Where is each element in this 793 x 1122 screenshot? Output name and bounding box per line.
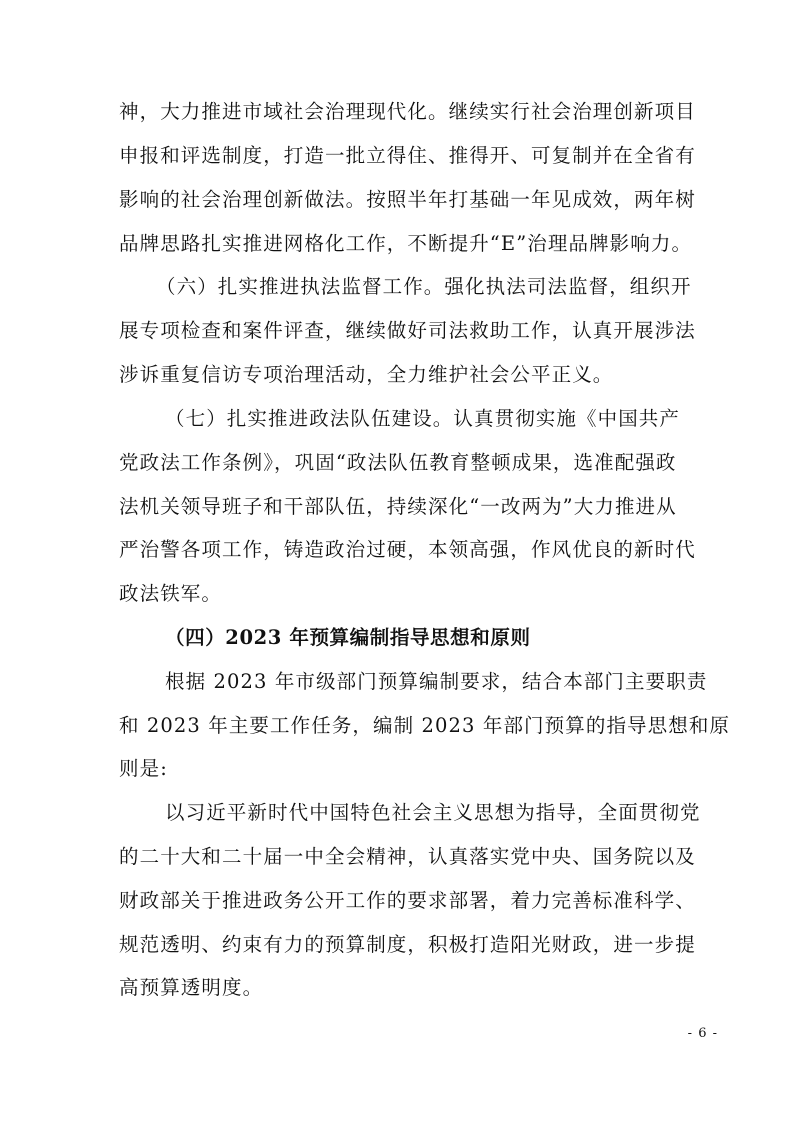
paragraph-line: （六）扎实推进执法监督工作。强化执法司法监督，组织开	[156, 275, 692, 298]
paragraph-line: 品牌思路扎实推进网格化工作，不断提升“E”治理品牌影响力。	[119, 232, 693, 255]
paragraph-line: 高预算透明度。	[119, 976, 264, 999]
paragraph-line: 党政法工作条例》，巩固“政法队伍教育整顿成果，选准配强政	[119, 451, 677, 474]
paragraph-line: 政法铁军。	[119, 582, 223, 605]
paragraph-line: 展专项检查和案件评查，继续做好司法救助工作，认真开展涉法	[119, 319, 696, 342]
paragraph-line: 涉诉重复信访专项治理活动，全力维护社会公平正义。	[119, 363, 614, 386]
page-number: - 6 -	[687, 1026, 718, 1041]
paragraph-line: （七）扎实推进政法队伍建设。认真贯彻实施《中国共产	[165, 407, 681, 430]
paragraph-line: 影响的社会治理创新做法。按照半年打基础一年见成效，两年树	[119, 188, 696, 211]
paragraph-line: 和 2023 年主要工作任务，编制 2023 年部门预算的指导思想和原	[119, 714, 731, 737]
paragraph-line: 神，大力推进市域社会治理现代化。继续实行社会治理创新项目	[119, 100, 696, 123]
paragraph-line: 财政部关于推进政务公开工作的要求部署，着力完善标准科学、	[119, 889, 696, 912]
section-heading: （四）2023 年预算编制指导思想和原则	[165, 626, 531, 649]
paragraph-line: 严治警各项工作，铸造政治过硬，本领高强，作风优良的新时代	[119, 538, 696, 561]
paragraph-line: 申报和评选制度，打造一批立得住、推得开、可复制并在全省有	[119, 144, 696, 167]
paragraph-line: 规范透明、约束有力的预算制度，积极打造阳光财政，进一步提	[119, 933, 696, 956]
paragraph-line: 则是:	[119, 757, 168, 780]
paragraph-line: 以习近平新时代中国特色社会主义思想为指导，全面贯彻党	[165, 801, 701, 824]
paragraph-line: 法机关领导班子和干部队伍，持续深化“一改两为”大力推进从	[119, 495, 677, 518]
paragraph-line: 根据 2023 年市级部门预算编制要求，结合本部门主要职责	[165, 670, 708, 693]
paragraph-line: 的二十大和二十届一中全会精神，认真落实党中央、国务院以及	[119, 845, 696, 868]
